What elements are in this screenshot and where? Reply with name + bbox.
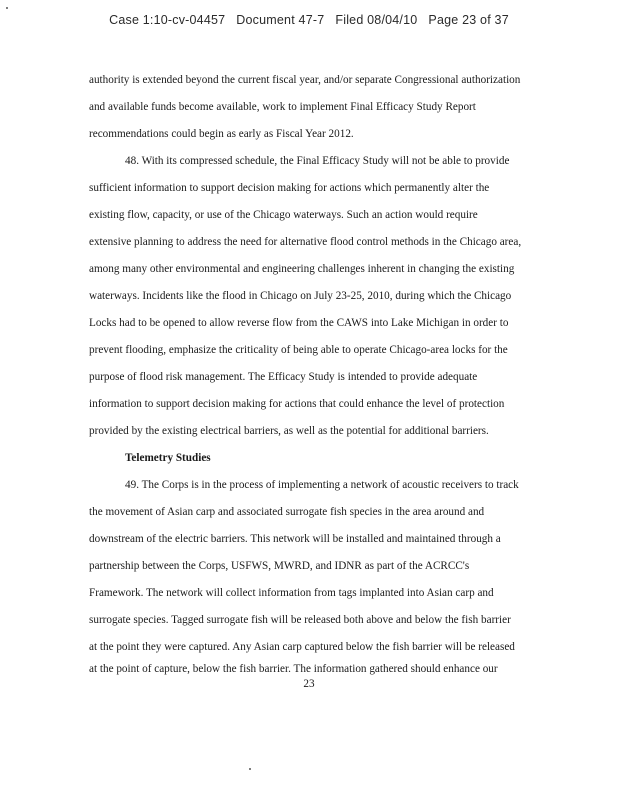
case-header-stamp: Case 1:10-cv-04457 Document 47-7 Filed 08/04/10 Page 23 of 37 bbox=[109, 13, 509, 27]
body-line: purpose of flood risk management. The Efficacy Study is intended to provide adequate bbox=[89, 371, 478, 383]
body-line: existing flow, capacity, or use of the Chicago waterways. Such an action would require bbox=[89, 209, 478, 221]
page-number: 23 bbox=[303, 678, 315, 690]
section-heading-telemetry-studies: Telemetry Studies bbox=[125, 452, 211, 464]
body-line: extensive planning to address the need for alternative flood control methods in the Chicago area, bbox=[89, 236, 522, 248]
body-line: at the point they were captured. Any Asian carp captured below the fish barrier will be released bbox=[89, 641, 515, 653]
body-line: Framework. The network will collect information from tags implanted into Asian carp and bbox=[89, 587, 494, 599]
scan-speck-bottom bbox=[249, 768, 251, 770]
body-line: the movement of Asian carp and associated surrogate fish species in the area around and bbox=[89, 506, 485, 518]
body-line: and available funds become available, work to implement Final Efficacy Study Report bbox=[89, 101, 476, 113]
body-line: at the point of capture, below the fish barrier. The information gathered should enhance our bbox=[89, 663, 498, 675]
body-line: waterways. Incidents like the flood in Chicago on July 23-25, 2010, during which the Chicago bbox=[89, 290, 512, 302]
body-line: authority is extended beyond the current fiscal year, and/or separate Congressional authorization bbox=[89, 74, 521, 86]
body-line: partnership between the Corps, USFWS, MWRD, and IDNR as part of the ACRCC's bbox=[89, 560, 470, 572]
body-line: recommendations could begin as early as Fiscal Year 2012. bbox=[89, 128, 354, 140]
body-line: surrogate species. Tagged surrogate fish will be released both above and below the fish barrier bbox=[89, 614, 511, 626]
body-line: downstream of the electric barriers. This network will be installed and maintained through a bbox=[89, 533, 501, 545]
scan-speck-top-left bbox=[6, 7, 8, 9]
body-line: Locks had to be opened to allow reverse flow from the CAWS into Lake Michigan in order to bbox=[89, 317, 509, 329]
body-line: provided by the existing electrical barriers, as well as the potential for additional barriers. bbox=[89, 425, 489, 437]
body-line: among many other environmental and engineering challenges inherent in changing the existing bbox=[89, 263, 515, 275]
body-line: information to support decision making for actions that could enhance the level of protection bbox=[89, 398, 505, 410]
body-line: sufficient information to support decision making for actions which permanently alter the bbox=[89, 182, 490, 194]
paragraph-49-first-line: 49. The Corps is in the process of implementing a network of acoustic receivers to track bbox=[125, 479, 519, 491]
paragraph-48-first-line: 48. With its compressed schedule, the Final Efficacy Study will not be able to provide bbox=[125, 155, 510, 167]
body-line: prevent flooding, emphasize the criticality of being able to operate Chicago-area locks for the bbox=[89, 344, 508, 356]
